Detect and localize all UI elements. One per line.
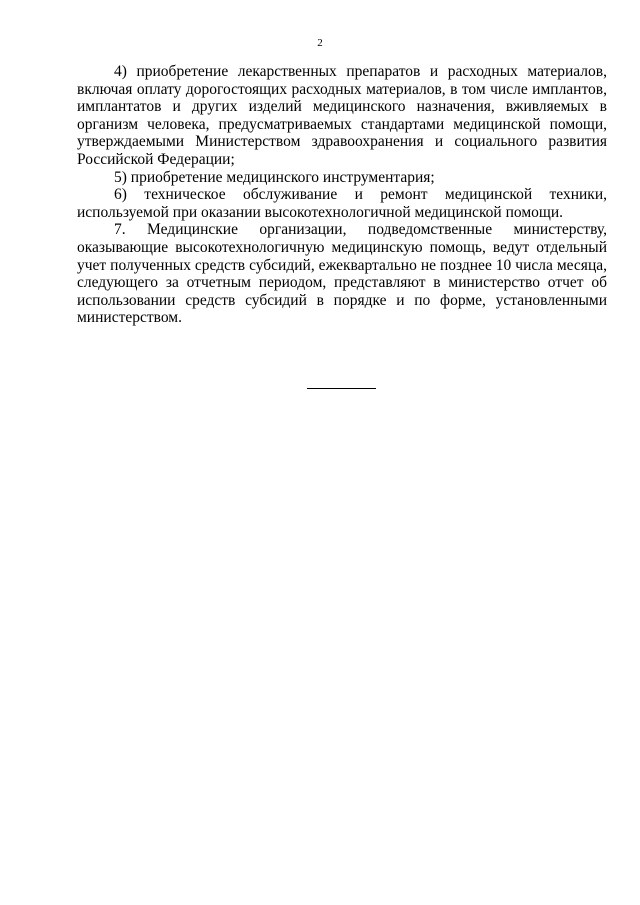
page-number: 2 <box>317 37 323 49</box>
paragraph-item-6: 6) техническое обслуживание и ремонт медицинской техники, используемой при оказании высокотехнологичной медицинской помощи. <box>77 186 607 221</box>
document-body <box>77 63 607 327</box>
paragraph-item-4: 4) приобретение лекарственных препаратов и расходных материалов, включая оплату дорогостоящих расходных материалов, в том числе имплантов, имплантатов и других изделий медицинского назначения, вживляемых в организм человека, предусматриваемых стандартами медицинской помощи, утверждаемыми Министерством здравоохранения и социального развития Российской Федерации; <box>77 63 607 168</box>
end-divider-line <box>307 388 376 389</box>
paragraph-section-7: 7. Медицинские организации, подведомственные министерству, оказывающие высокотехнологичную медицинскую помощь, ведут отдельный учет полученных средств субсидий, ежеквартально не позднее 10 числа месяца, следующего за отчетным периодом, представляют в министерство отчет об использовании средств субсидий в порядке и по форме, установленными министерством. <box>77 221 607 327</box>
paragraph-item-5: 5) приобретение медицинского инструментария; <box>114 168 435 186</box>
